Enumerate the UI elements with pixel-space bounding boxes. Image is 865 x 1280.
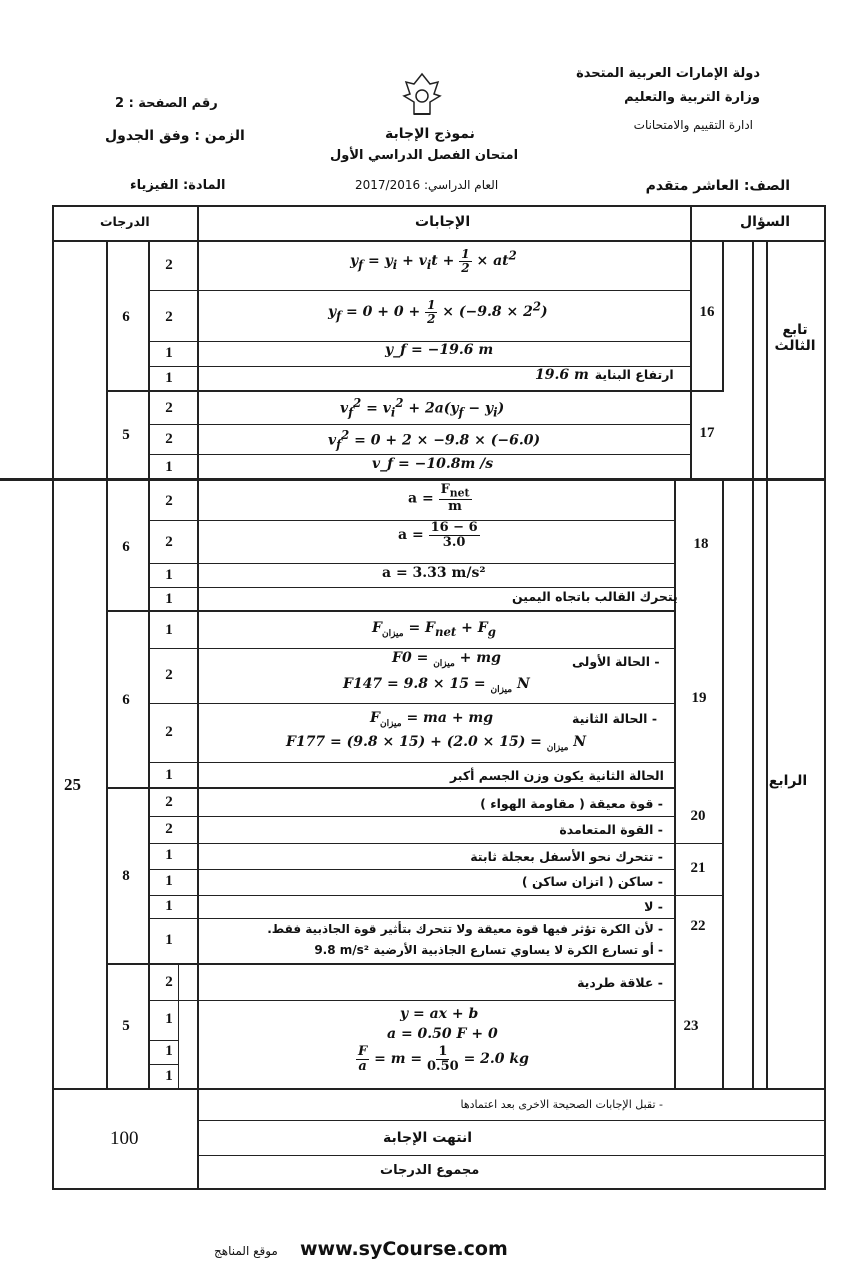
end-of-answer: انتهت الإجابة	[383, 1130, 473, 1146]
q16-equation-1: $y_f = y_i + v_it$ + $\frac{1}{2}$ × $at^2$	[350, 247, 517, 275]
q21-answer-2: - ساكن ( اتزان ساكن )	[521, 874, 663, 889]
q23-mark-4: 1	[165, 1068, 173, 1084]
q20-22-total: 8	[122, 868, 130, 884]
q20-mark-1: 2	[165, 794, 173, 810]
q23-mark-2: 1	[165, 1011, 173, 1027]
q18-mark-3: 1	[165, 567, 173, 583]
q21-mark-1: 1	[165, 847, 173, 863]
q16-equation-3: y_f = −19.6 m	[385, 342, 494, 358]
q19-case2-eq-2: F $_{ميزان}$ = (15 × 2.0) + (15 × 9.8) = 177 N	[286, 734, 587, 753]
page-number-field: رقم الصفحة : 2	[115, 96, 218, 111]
col-answers-header: الإجابات	[415, 214, 471, 230]
q20-answer-1: - قوة معيقة ( مقاومة الهواء )	[480, 796, 663, 811]
q19-mark-4: 1	[165, 767, 173, 783]
q18-total: 6	[122, 539, 130, 555]
q19-mark-3: 2	[165, 724, 173, 740]
q23-mark-3: 1	[165, 1043, 173, 1059]
q19-total: 6	[122, 692, 130, 708]
q22-mark-1: 1	[165, 898, 173, 914]
total-label: مجموع الدرجات	[380, 1163, 480, 1178]
q21-answer-1: - تتحرك نحو الأسفل بعجلة ثابتة	[470, 849, 663, 864]
time-field: الزمن : وفق الجدول	[105, 128, 245, 144]
q19-case1-eq-1: F $_{ميزان}$ = 0 + mg	[392, 650, 501, 669]
q18-number: 18	[693, 536, 709, 552]
exam-name: امتحان الفصل الدراسي الأول	[330, 148, 519, 163]
q20-answer-2: - القوة المتعامدة	[559, 822, 663, 837]
q17-equation-3: v_f = −10.8m /s	[372, 456, 494, 472]
q23-mark-1: 2	[165, 974, 173, 990]
doc-title: نموذج الإجابة	[385, 126, 475, 142]
q19-conclusion: الحالة الثانية يكون وزن الجسم أكبر	[450, 768, 664, 783]
q22-answer-1: - لا	[644, 899, 663, 914]
q16-building-height: 19.6 m ارتفاع البناية	[535, 367, 674, 383]
section-4-total: 25	[64, 775, 81, 794]
year-field: العام الدراسي: 2017/2016	[355, 178, 499, 192]
q16-number: 16	[699, 304, 715, 320]
q20-number: 20	[690, 808, 706, 824]
q23-total: 5	[122, 1018, 130, 1034]
q19-case2-eq-1: $F_{ميزان}$ = ma + mg	[370, 710, 494, 729]
q19-number: 19	[691, 690, 707, 706]
q16-mark-1: 2	[165, 257, 173, 273]
grade-field: الصف: العاشر متقدم	[645, 178, 790, 194]
q23-equation-1: y = ax + b	[400, 1006, 479, 1022]
q19-mark-2: 2	[165, 667, 173, 683]
q23-equation-2: a = 0.50 F + 0	[387, 1026, 498, 1042]
q22-answer-2: - لأن الكرة تؤثر فيها قوة معيقة ولا تتحرك بتأثير قوة الجاذبية فقط.	[267, 922, 663, 936]
q18-equation-2: a = $\frac{16 - 6}{3.0}$	[398, 520, 478, 550]
q18-equation-1: a = $\frac{F_{net}}{m}$	[408, 482, 470, 514]
site-name: موقع المناهج	[214, 1244, 278, 1258]
q18-mark-1: 2	[165, 493, 173, 509]
q17-equation-2: $v_f^2 = 0 + 2 \times -9.8 \times (-6.0)$	[328, 428, 541, 452]
q18-direction: يتحرك القالب باتجاه اليمين	[512, 589, 678, 604]
q22-answer-3: - أو تسارع الكرة لا يساوي تسارع الجاذبية الأرضية 9.8 m/s²	[314, 943, 663, 957]
section-3-label: تابع الثالث	[774, 322, 816, 354]
q19-mark-1: 1	[165, 622, 173, 638]
q17-mark-2: 2	[165, 431, 173, 447]
department-name: ادارة التقييم والامتحانات	[633, 118, 753, 132]
q17-mark-3: 1	[165, 459, 173, 475]
q16-mark-3: 1	[165, 345, 173, 361]
q21-mark-2: 1	[165, 873, 173, 889]
q23-equation-3: $\frac{F}{a}$ = m = $\frac{1}{0.50}$ = 2.0 kg	[358, 1044, 529, 1074]
ministry-name: وزارة التربية والتعليم	[624, 90, 760, 105]
q17-equation-1: $v_f^2 = v_i^2 + 2a(y_f - y_i)$	[340, 396, 505, 420]
q17-mark-1: 2	[165, 400, 173, 416]
q21-number: 21	[690, 860, 706, 876]
q19-equation-1: $F_{ميزان} = F_{net} + F_g$	[372, 620, 496, 639]
q16-equation-2: $y_f = 0 + 0$ + $\frac{1}{2}$ × $(-9.8 \times 2^2)$	[328, 298, 548, 326]
q17-total: 5	[122, 427, 130, 443]
q17-number: 17	[699, 425, 715, 441]
q19-case2-label: - الحالة الثانية	[572, 711, 658, 726]
q19-case1-label: - الحالة الأولى	[572, 654, 660, 669]
q23-relation: - علاقة طردية	[577, 975, 663, 990]
q22-number: 22	[690, 918, 706, 934]
q18-mark-4: 1	[165, 591, 173, 607]
q20-mark-2: 2	[165, 821, 173, 837]
site-url[interactable]: www.syCourse.com	[300, 1238, 508, 1260]
section-4-label: الرابع	[768, 773, 808, 789]
q16-mark-2: 2	[165, 309, 173, 325]
subject-field: المادة: الفيزياء	[130, 178, 226, 193]
col-marks-header: الدرجات	[100, 214, 150, 229]
footer-note: - تقبل الإجابات الصحيحة الاخرى بعد اعتمادها	[460, 1098, 663, 1111]
q18-equation-3: a = 3.33 m/s²	[382, 565, 486, 581]
uae-emblem-icon	[400, 70, 444, 120]
q16-total: 6	[122, 309, 130, 325]
col-question-header: السؤال	[740, 214, 791, 230]
q19-case1-eq-2: F $_{ميزان}$ = 15 × 9.8 = 147 N	[343, 676, 530, 695]
q23-number: 23	[683, 1018, 699, 1034]
q16-mark-4: 1	[165, 370, 173, 386]
total-marks: 100	[110, 1128, 139, 1149]
country-name: دولة الإمارات العربية المتحدة	[576, 66, 760, 81]
q18-mark-2: 2	[165, 534, 173, 550]
q22-mark-2: 1	[165, 932, 173, 948]
